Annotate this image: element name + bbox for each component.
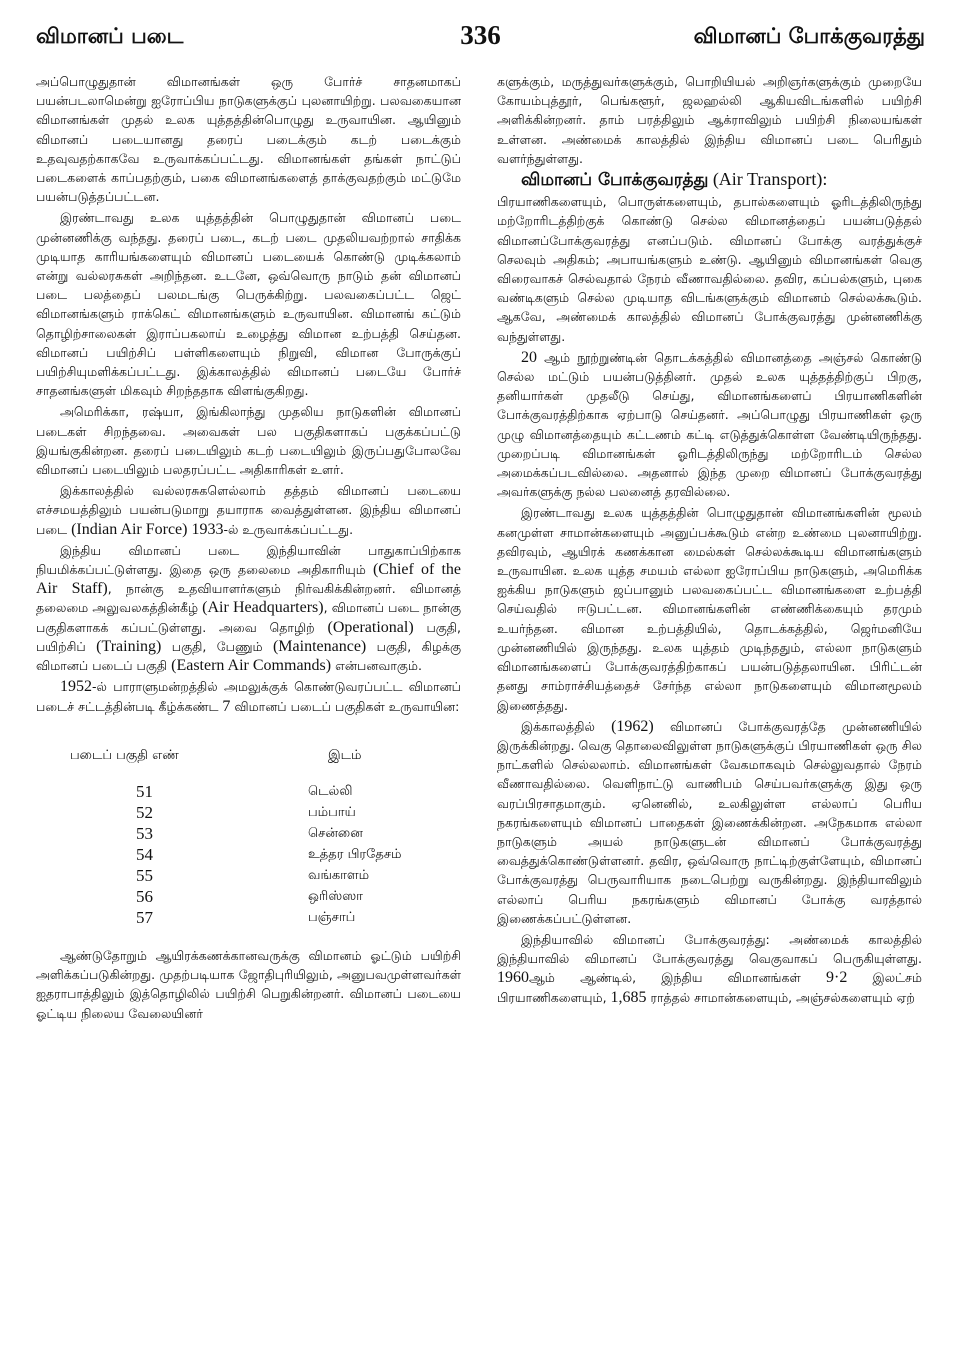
paragraph: இரண்டாவது உலக யுத்தத்தின் பொழுதுதான் விமானப் படை முன்னணிக்கு வந்தது. தரைப் படை, கடற் படை முதலியவற்றால் சாதிக்க முடியாத காரியங்களையும் விமானப் படையைக் கொண்டு முடிக்கலாம் என்று வல்லரசுகள் அறிந்தன. உடனே, ஒவ்வொரு நாடும் தன் விமானப் படை பலத்தைப் பலமடங்கு பெருக்கிற்று. பலவகைப்பட்ட ஜெட் விமானங்களும் ராக்கெட் விமானங்களும் உருவாயின. விமானங் கட்டும் தொழிற்சாலைகள் இராப்பகலாய் உழைத்து விமான உற்பத்தி செய்தன. விமானப் பயிற்சிப் பள்ளிகளையும் நிறுவி, விமான போருக்குப் பயிற்சியுமளிக்கப்பட்டது. இக்காலத்தில் விமானப் படையே போர்ச் சாதனங்களுள் மிகவும் சிறந்ததாக விளங்குகிறது. [36,210,461,399]
text-run: இலட்சம் பிரயாணிகளையும், [497,970,922,1005]
text-run: இக்காலத்தில் [521,718,612,734]
paragraph: களுக்கும், மருத்துவர்களுக்கும், பொறியியல் அறிஞர்களுக்கும் முறையே கோயம்புத்தூர், பெங்களூர், ஜலஹல்லி ஆகியவிடங்களில் பயிற்சி அளிக்கின்றனர். தாம் பரத்திலும் ஆக்ராவிலும் பயிற்சி நிலையங்கள் உள்ளன. அண்மைக் காலத்தில் இந்திய விமானப் படை பெரிதும் வளர்ந்துள்ளது. [497,74,922,166]
text-run: ஆம் நூற்றுண்டின் தொடக்கத்தில் விமானத்தை அஞ்சல் கொண்டு செல்ல மட்டும் பயன்படுத்தினர். முதல் உலக யுத்தத்திற்குப் பிறகு, தனியார்கள் முதலீடு செய்து, விமானங்களைப் பிரயாணிகளின் போக்குவரத்திற்காக ஏற்பாடு செய்தனர். அப்பொழுது பிரயாணிகள் ஒரு முழு விமானத்தையும் கட்டணம் கட்டி எடுத்துக்கொள்ள வேண்டியிருந்தது. முறைப்படி விமானங்கள் ஓரிடத்திலிருந்து மற்றோரிடம் செல்ல அமைக்கப்படவில்லை. அதனால் இந்த முறை விமானப் போக்குவரத்து அவர்களுக்கு நல்ல பலனைத் தரவில்லை. [497,349,922,500]
text-run: விமானப் போக்குவரத்தே முன்னணியில் இருக்கின்றது. வெகு தொலைவிலுள்ள நாடுகளுக்குப் பிரயாணிகள் ஒரு சில நாட்களில் செல்லலாம். விமானங்கள் வேகமாகவும் செல்லுவதால் நேரம் வீணாவதில்லை. வெளிநாட்டு வாணிபம் செய்பவர்களுக்கு இது ஒரு வரப்பிரசாதமாகும். ஏனெனில், உலகிலுள்ள எல்லாப் பெரிய நகரங்களையும் விமானப் பாதைகள் இணைக்கின்றன. அநேகமாக எல்லா நாடுகளும் அயல் நாடுகளுடன் விமானப் போக்குவரத்து வைத்துக்கொண்டுள்ளனர். தவிர, ஒவ்வொரு நாட்டிற்குள்ளேயும், விமானப் போக்குவரத்து பெருவாரியாக நடைபெற்று வருகின்றது. இந்தியாவிலும் எல்லாப் பெரிய நகரங்களும் விமானப் போக்கு வரத்தால் இணைக்கப்பட்டுள்ளன. [497,718,923,926]
column-header-place: இடம் [328,747,362,763]
table-row [36,844,461,865]
latin-term: (Eastern Air Commands) [171,657,332,675]
paragraph: ஆண்டுதோறும் ஆயிரக்கணக்கானவருக்கு விமானம் ஓட்டும் பயிற்சி அளிக்கப்படுகின்றது. முதற்படியாக ஜோதிபுரியிலும், அனுபவமுள்ளவர்கள் ஐதராபாத்திலும் இத்தொழிலில் பயிற்சி பெறுகின்றனர். விமானப் படையை ஓட்டிய நிலைய வேலையினர் [36,947,461,1021]
unit-number: 57 [136,907,153,927]
latin-term: 1,685 [610,988,647,1006]
paragraph: அமெரிக்கா, ரஷ்யா, இங்கிலாந்து முதலிய நாடுகளின் விமானப் படைகள் சிறந்தவை. அவைகள் பல பகுதிகளாகப் பகுக்கப்பட்டு இயங்குகின்றன. தரைப் படையிலும் கடற் படையிலும் இருப்பதுபோலவே விமானப் படையிலும் பலதரப்பட்ட அதிகாரிகள் உளர். [36,404,461,478]
table-row [36,781,461,802]
text-run: இக்காலத்தில் வல்லரசுகளெல்லாம் தத்தம் விமானப் படையை எச்சமயத்திலும் பயன்படுமாறு தயாராக வைத்துள்ளன. இந்திய விமானப் படை [36,483,461,537]
unit-number: 52 [136,802,153,822]
table-row [36,865,461,886]
text-run: இந்திய விமானப் படை இந்தியாவின் பாதுகாப்பிற்காக நியமிக்கப்பட்டுள்ளது. இதை ஒரு தலைமை அதிகாரியும் [36,542,461,578]
latin-term: (Chief of the Air Staff) [36,561,461,598]
latin-term: (Operational) [327,618,414,636]
paragraph [36,677,461,715]
unit-place: உத்தர பிரதேசம் [308,846,402,862]
running-header-left: விமானப் படை [36,24,184,48]
unit-number: 56 [136,886,153,906]
text-run: பகுதி, பேணும் [161,638,273,654]
unit-place: டெல்லி [308,783,353,799]
left-column [36,72,461,1025]
heading-latin: (Air Transport): [708,169,828,190]
text-run: பகுதி, பயிற்சிப் [36,619,462,654]
unit-place: வங்காளம் [308,867,370,883]
latin-term: 20 [521,348,537,366]
text-run: அண்மைக் காலத்தில் இந்தியாவில் விமானப் போக்குவரத்து வெகுவாகப் பெருகியுள்ளது. [497,931,922,967]
text-run: என்பனவாகும். [331,658,422,674]
latin-term: 9·2 [826,969,848,987]
unit-number: 51 [136,781,153,801]
latin-term: 1952 [60,678,92,696]
latin-term: (Indian Air Force) 1933 [71,520,224,538]
column-header-unit: படைப் பகுதி எண் [70,747,179,763]
latin-term: (1962) [611,717,654,735]
paragraph: இரண்டாவது உலக யுத்தத்தின் பொழுதுதான் விமானங்களின் மூலம் கனமுள்ள சாமான்களையும் அனுப்பக்கூடும் என்ற உண்மை புலனாயிற்று. தவிரவும், ஆயிரக் கணக்கான மைல்கள் செல்லக்கூடிய விமானங்களும் உருவாயின. உலக யுத்த சமயம் எல்லா ஐரோப்பிய நாடுகளும், அமெரிக்க ஐக்கிய நாடுகளும் ஜப்பானும் பலவகைப்பட்ட விமானங்களை உற்பத்தி செய்வதில் ஈடுபட்டன. விமானங்களின் எண்ணிக்கையும் தரமும் உயர்ந்தன. விமான உற்பத்தியில், தொடக்கத்தில், ஜெர்மனியே முன்னணியில் இருந்தது. உலக யுத்தம் முடிந்ததும், எல்லா நாடுகளும் விமானங்களைப் போக்குவரத்திற்காகப் பயன்படுத்தலாயின. பிரிட்டன் தனது சாம்ராச்சியத்தைச் சேர்ந்த எல்லா நாடுகளையும் விமானமூலம் இணைத்தது. [497,505,922,713]
latin-term: 1960 [497,969,529,987]
text-run: ராத்தல் சாமான்களையும், அஞ்சல்களையும் ஏற் [646,989,915,1005]
table-header-row [36,746,461,765]
table-row [36,802,461,823]
latin-term: (Maintenance) [272,637,367,655]
latin-term: (Training) [96,637,162,655]
text-run: பகுதி, கிழக்கு விமானப் படைப் பகுதி [36,638,461,674]
paragraph: அப்பொழுதுதான் விமானங்கள் ஒரு போர்ச் சாதனமாகப் பயன்படலாமென்று ஐரோப்பிய நாடுகளுக்குப் புலனாயிற்று. பலவகையான விமானங்கள் முதல் உலக யுத்தத்தின்பொழுது உருவாயின. ஆயினும் விமானப் படையானது தரைப் படைக்கும் கடற் படைக்கும் உதவுவதற்காகவே உருவாக்கப்பட்டது. விமானங்கள் தங்கள் நாட்டுப் படைகளைக் காப்பதற்கும், பகை விமானங்களைத் தாக்குவதற்கும் மட்டுமே பயன்படுத்தப்பட்டன. [36,74,461,205]
air-unit-table [36,746,461,928]
table-row [36,886,461,907]
paragraph: பிரயாணிகளையும், பொருள்களையும், தபால்களையும் ஓரிடத்திலிருந்து மற்றோரிடத்திற்குக் கொண்டு செல்ல விமானத்தைப் பயன்படுத்தல் விமானப்போக்குவரத்து எனப்படும். விமானப் போக்கு வரத்துக்குச் செலவும் அதிகம்; அபாயங்களும் உண்டு. ஆயினும் விமானங்கள் வெகு விரைவாகச் செல்வதால் நேரம் வீணாவதில்லை. தவிர, கப்பல்களும், புகை வண்டிகளும் செல்ல முடியாத விடங்களுக்கும் விமானம் செல்லக்கூடும். ஆகவே, அண்மைக் காலத்தில் விமானப் போக்குவரத்து முன்னணிக்கு வந்துள்ளது. [497,194,922,344]
paragraph [36,481,461,539]
unit-place: சென்னை [308,825,363,841]
unit-place: பம்பாய் [308,804,356,820]
text-run: ஆம் ஆண்டில், இந்திய விமானங்கள் [529,970,826,986]
unit-number: 55 [136,865,153,885]
unit-number: 54 [136,844,153,864]
text-run: -ல் பாராளுமன்றத்தில் அமலுக்குக் கொண்டுவரப்பட்ட விமானப் படைச் சட்டத்தின்படி கீழ்க்கண்ட [36,679,461,714]
paragraph [497,348,922,502]
text-run: , நான்கு உதவியாளர்களும் நிர்வகிக்கின்றனர். விமானத் தலைமை அலுவலகத்தின்கீழ் [36,581,462,616]
page-number: 336 [460,20,501,50]
text-run: விமானப் படைப் பகுதிகள் உருவாயின: [230,698,460,714]
paragraph [497,930,922,1007]
heading-tamil: விமானப் போக்குவரத்து [521,170,709,191]
text-run: -ல் உருவாக்கப்பட்டது. [223,521,354,537]
section-heading [521,170,922,190]
text-run: , விமானப் படை நான்கு பகுதிகளாகக் கப்பட்டுள்ளது. அவை தொழிற் [36,600,461,635]
running-header-right: விமானப் போக்குவரத்து [693,24,925,48]
unit-place: ஒரிஸ்ஸா [308,888,363,904]
page-header [36,20,925,56]
latin-term: 7 [222,697,231,715]
latin-term: (Air Headquarters) [202,599,324,617]
right-column [497,72,922,1009]
table-row [36,907,461,928]
paragraph [36,541,461,675]
paragraph [497,717,922,928]
table-row [36,823,461,844]
runin-heading: இந்தியாவில் விமானப் போக்குவரத்து: [521,931,770,947]
unit-number: 53 [136,823,153,843]
unit-place: பஞ்சாப் [308,909,356,925]
